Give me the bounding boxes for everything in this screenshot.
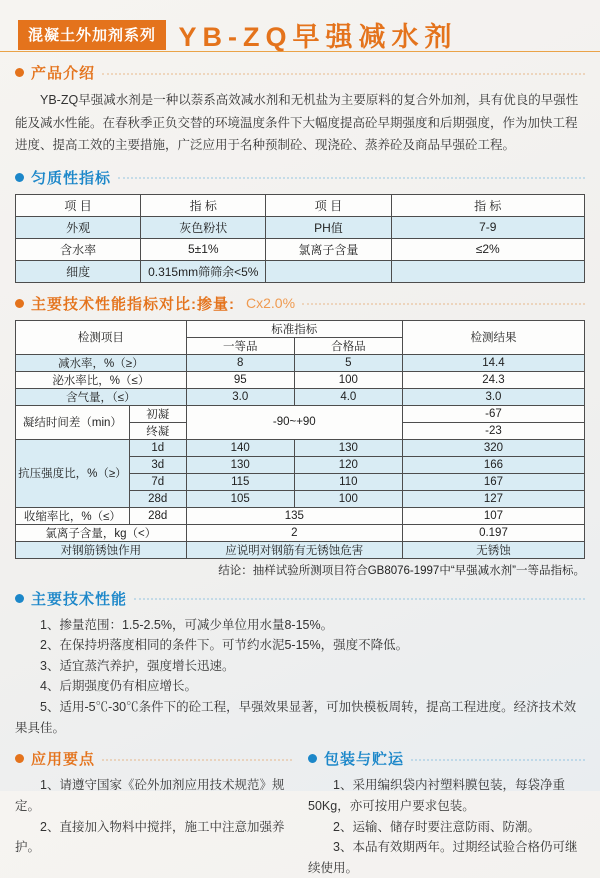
table-cell: 95 [186, 371, 294, 388]
bullet-icon [15, 594, 24, 603]
section-intro-title [15, 62, 585, 83]
bullet-icon [15, 173, 24, 182]
table-cell: 115 [186, 473, 294, 490]
packaging-item: 1、采用编织袋内衬塑料膜包装，每袋净重50Kg，亦可按用户要求包装。 [308, 778, 565, 813]
table-cell: 3.0 [186, 388, 294, 405]
table-cell: 100 [294, 490, 402, 507]
table-cell: 130 [294, 439, 402, 456]
section-packaging-title [308, 748, 585, 769]
row-label: 凝结时间差（min） [16, 405, 130, 439]
section-application-title [15, 748, 292, 769]
page-header [0, 0, 600, 52]
table-cell: 105 [186, 490, 294, 507]
section-performance-title [15, 293, 585, 314]
section-tech-performance-title [15, 588, 585, 609]
table-row [16, 238, 585, 260]
table-row [16, 260, 585, 282]
header-qualified: 合格品 [294, 337, 402, 354]
test-conclusion: 结论：抽样试验所测项目符合GB8076-1997中“早强减水剂”一等品指标。 [218, 564, 585, 577]
table-cell: 100 [294, 371, 402, 388]
table-cell: 135 [186, 507, 402, 524]
dotted-leader [102, 759, 292, 761]
bullet-icon [15, 68, 24, 77]
packaging-item: 2、运输、储存时要注意防雨、防潮。 [333, 819, 540, 834]
table-cell: PH值 [266, 216, 391, 238]
table-cell: 120 [294, 456, 402, 473]
section-title-text: 主要技术性能指标对比:掺量: [31, 295, 235, 313]
sub-label: 1d [129, 439, 186, 456]
table-cell: 灰色粉状 [141, 216, 266, 238]
col-header: 指 标 [391, 194, 584, 216]
header-grade-one: 一等品 [186, 337, 294, 354]
table-cell [266, 260, 391, 282]
sub-label: 7d [129, 473, 186, 490]
table-cell: 0.315mm筛筛余<5% [141, 260, 266, 282]
sub-label: 3d [129, 456, 186, 473]
table-row-bleeding-ratio [16, 371, 585, 388]
table-cell: 5±1% [141, 238, 266, 260]
header-standard: 标准指标 [186, 320, 402, 337]
col-header: 项 目 [266, 194, 391, 216]
packaging-item: 3、本品有效期两年。过期经试验合格仍可继续使用。 [308, 840, 578, 875]
table-cell: 166 [402, 456, 584, 473]
table-cell: -67 [402, 405, 584, 422]
table-cell: 3.0 [402, 388, 584, 405]
table-cell: 130 [186, 456, 294, 473]
series-badge: 混凝土外加剂系列 [18, 20, 166, 50]
dotted-leader [102, 73, 585, 75]
dosage-value: Cx2.0% [246, 295, 296, 311]
table-row-air-content [16, 388, 585, 405]
section-homogeneity-title [15, 167, 585, 188]
table-row [16, 216, 585, 238]
table-cell: 0.197 [402, 524, 584, 541]
bullet-icon [15, 299, 24, 308]
table-cell: -23 [402, 422, 584, 439]
performance-table [15, 320, 585, 559]
row-label: 含气量，（≤） [16, 388, 187, 405]
row-label: 收缩率比，%（≤） [16, 507, 130, 524]
table-cell: 110 [294, 473, 402, 490]
intro-paragraph: YB-ZQ早强减水剂是一种以萘系高效减水剂和无机盐为主要原料的复合外加剂，具有优良的早强性能及减水性能。在春秋季正负交替的环境温度条件下大幅度提高砼早期强度和后期强度，作为加快工程进度、提高工效的主要措施，广泛应用于名种预制砼、现浇砼、蒸养砼及商品早强砼工程。 [15, 93, 579, 152]
tech-item: 5、适用-5℃-30℃条件下的砼工程，早强效果显著，可加快模板周转，提高工程进度。经济技术效果具佳。 [15, 700, 577, 735]
tech-item: 3、适宜蒸汽养护，强度增长迅速。 [40, 658, 235, 673]
col-header: 指 标 [141, 194, 266, 216]
table-row-water-reduction [16, 354, 585, 371]
application-item: 2、直接加入物料中搅拌，施工中注意加强养护。 [15, 819, 285, 855]
sub-label: 初凝 [129, 405, 186, 422]
homogeneity-table [15, 194, 585, 283]
dotted-leader [302, 303, 585, 305]
table-cell: 140 [186, 439, 294, 456]
table-cell: 无锈蚀 [402, 541, 584, 558]
packaging-column [308, 738, 585, 878]
table-cell: ≤2% [391, 238, 584, 260]
table-row-chloride [16, 524, 585, 541]
table-row-shrinkage [16, 507, 585, 524]
section-title-text: 应用要点 [31, 751, 96, 769]
bullet-icon [308, 754, 317, 763]
tech-item: 2、在保持坍落度相同的条件下。可节约水泥5-15%，强度不降低。 [40, 638, 409, 653]
sub-label: 28d [129, 507, 186, 524]
sub-label: 终凝 [129, 422, 186, 439]
header-item: 检测项目 [16, 320, 187, 354]
section-title-text: 主要技术性能 [31, 590, 128, 608]
table-cell: 氯离子含量 [266, 238, 391, 260]
section-title-text: 产品介绍 [31, 65, 96, 82]
section-title-text: 匀质性指标 [31, 169, 112, 187]
section-title-text: 包装与贮运 [324, 751, 405, 769]
table-cell: 应说明对钢筋有无锈蚀危害 [186, 541, 402, 558]
table-cell: 167 [402, 473, 584, 490]
table-cell: 7-9 [391, 216, 584, 238]
application-column [15, 738, 292, 858]
application-item: 1、请遵守国家《砼外加剂应用技术规范》规定。 [15, 778, 285, 813]
col-header: 项 目 [16, 194, 141, 216]
bullet-icon [15, 754, 24, 763]
tech-item: 4、后期强度仍有相应增长。 [40, 679, 197, 694]
table-cell: 107 [402, 507, 584, 524]
row-label: 抗压强度比，%（≥） [16, 439, 130, 507]
table-cell: 5 [294, 354, 402, 371]
row-label: 对钢筋锈蚀作用 [16, 541, 187, 558]
row-label: 氯离子含量，kg（<） [16, 524, 187, 541]
table-row-setting-time-initial [16, 405, 585, 422]
dotted-leader [118, 177, 585, 179]
table-cell: 2 [186, 524, 402, 541]
table-cell: 含水率 [16, 238, 141, 260]
tech-item: 1、掺量范围：1.5-2.5%，可减少单位用水量8-15%。 [40, 617, 334, 632]
header-result: 检测结果 [402, 320, 584, 354]
table-cell: 14.4 [402, 354, 584, 371]
table-row-compressive-1d [16, 439, 585, 456]
product-title: YB-ZQ早强减水剂 [178, 22, 458, 52]
table-cell: 127 [402, 490, 584, 507]
row-label: 减水率，%（≥） [16, 354, 187, 371]
table-header-row [16, 194, 585, 216]
dotted-leader [411, 759, 585, 761]
table-cell: 24.3 [402, 371, 584, 388]
row-label: 泌水率比，%（≤） [16, 371, 187, 388]
table-cell: 细度 [16, 260, 141, 282]
table-cell [391, 260, 584, 282]
table-row-corrosion [16, 541, 585, 558]
table-cell: 8 [186, 354, 294, 371]
table-header-row [16, 320, 585, 337]
table-cell: 外观 [16, 216, 141, 238]
dotted-leader [134, 598, 585, 600]
sub-label: 28d [129, 490, 186, 507]
table-cell: 320 [402, 439, 584, 456]
table-cell: 4.0 [294, 388, 402, 405]
bottom-columns [15, 738, 585, 878]
table-cell: -90~+90 [186, 405, 402, 439]
